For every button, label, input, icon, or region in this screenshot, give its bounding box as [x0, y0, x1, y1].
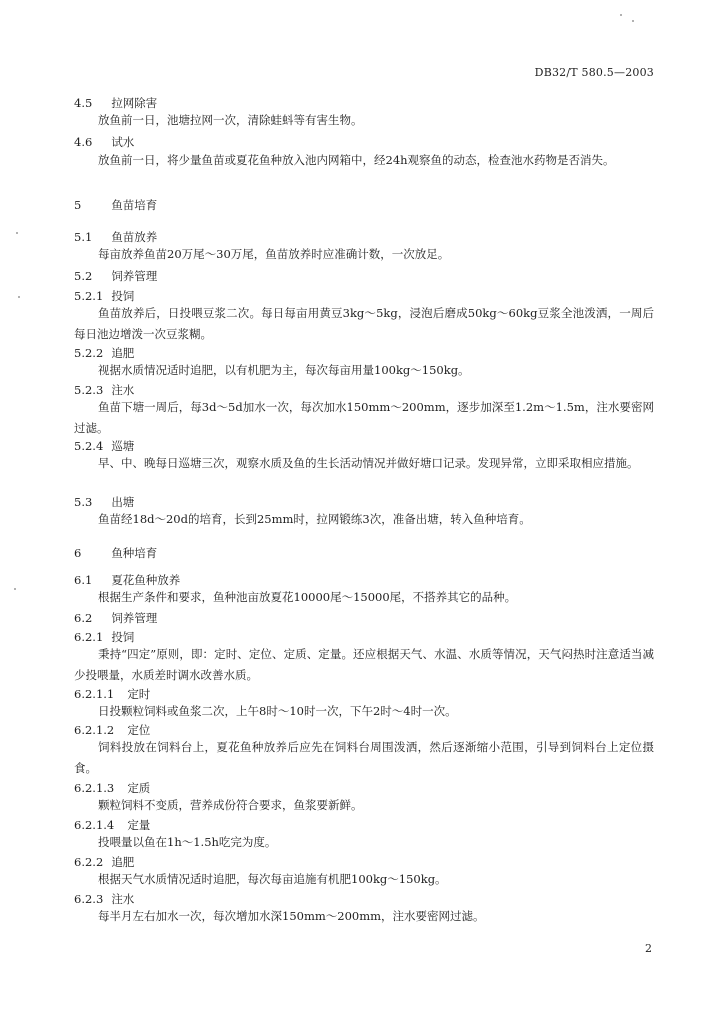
section-heading-4-6 — [74, 134, 654, 150]
section-number: 6 — [74, 546, 82, 560]
section-heading-5-2-1 — [74, 288, 654, 304]
section-heading-5-1 — [74, 229, 654, 245]
section-title: 追肥 — [111, 855, 135, 869]
section-title: 定质 — [127, 781, 151, 795]
section-heading-6-2-1-2 — [74, 722, 654, 738]
scan-speck — [14, 588, 16, 590]
section-number: 6.2.1.4 — [74, 818, 115, 832]
section-number: 5.2.4 — [74, 439, 104, 453]
section-number: 6.2.1.3 — [74, 781, 115, 795]
section-heading-6-2-1-4 — [74, 817, 654, 833]
section-title: 投饲 — [111, 289, 135, 303]
section-heading-6-2-3 — [74, 891, 654, 907]
paragraph: 日投颗粒饲料或鱼浆二次，上午8时～10时一次，下午2时～4时一次。 — [98, 704, 457, 718]
section-number: 4.5 — [74, 96, 93, 110]
section-title: 投饲 — [111, 630, 135, 644]
section-heading-5-2-4 — [74, 438, 654, 454]
section-title: 饲养管理 — [111, 611, 158, 625]
section-heading-5 — [74, 197, 654, 213]
section-title: 饲养管理 — [111, 269, 158, 283]
paragraph: 每亩放养鱼苗20万尾～30万尾，鱼苗放养时应准确计数，一次放足。 — [98, 247, 450, 261]
section-heading-6-2-1-3 — [74, 780, 654, 796]
paragraph: 放鱼前一日，池塘拉网一次，清除蛙蚪等有害生物。 — [98, 113, 363, 127]
section-number: 5.2 — [74, 269, 93, 283]
section-heading-5-2 — [74, 268, 654, 284]
paragraph: 鱼苗放养后，日投喂豆浆二次。每日每亩用黄豆3kg～5kg，浸泡后磨成50kg～60kg豆浆全池泼洒，一周后每日池边增泼一次豆浆糊。 — [74, 306, 654, 341]
section-number: 4.6 — [74, 135, 93, 149]
section-heading-4-5 — [74, 95, 654, 111]
paragraph: 早、中、晚每日巡塘三次，观察水质及鱼的生长活动情况并做好塘口记录。发现异常，立即采取相应措施。 — [98, 456, 639, 470]
scan-speck — [632, 20, 634, 22]
section-title: 鱼苗培育 — [111, 198, 158, 212]
section-title: 追肥 — [111, 346, 135, 360]
section-heading-5-3 — [74, 494, 654, 510]
paragraph: 饲料投放在饲料台上，夏花鱼种放养后应先在饲料台周围泼洒，然后逐渐缩小范围，引导到饲料台上定位摄食。 — [74, 740, 654, 775]
section-number: 5.2.3 — [74, 383, 104, 397]
section-number: 6.2.3 — [74, 892, 104, 906]
section-title: 巡塘 — [111, 439, 135, 453]
section-title: 定量 — [127, 818, 151, 832]
paragraph: 根据生产条件和要求，鱼种池亩放夏花10000尾～15000尾，不搭养其它的品种。 — [98, 590, 517, 604]
paragraph: 鱼苗经18d～20d的培育，长到25mm时，拉网锻练3次，准备出塘，转入鱼种培育。 — [98, 512, 531, 526]
document-id: DB32/T 580.5—2003 — [534, 66, 654, 79]
paragraph: 根据天气水质情况适时追肥，每次每亩追施有机肥100kg～150kg。 — [98, 872, 447, 886]
section-number: 5.1 — [74, 230, 93, 244]
scan-speck — [620, 14, 622, 16]
section-heading-5-2-3 — [74, 382, 654, 398]
section-number: 5.2.1 — [74, 289, 104, 303]
section-heading-6-2 — [74, 610, 654, 626]
paragraph: 放鱼前一日，将少量鱼苗或夏花鱼种放入池内网箱中，经24h观察鱼的动态，检查池水药物是否消失。 — [98, 153, 615, 167]
section-heading-6-2-1-1 — [74, 686, 654, 702]
section-title: 出塘 — [111, 495, 135, 509]
paragraph: 秉持“四定”原则，即：定时、定位、定质、定量。还应根据天气、水温、水质等情况，天气闷热时注意适当减少投喂量，水质差时调水改善水质。 — [74, 647, 654, 682]
section-number: 6.2.1 — [74, 630, 104, 644]
paragraph: 投喂量以鱼在1h～1.5h吃完为度。 — [98, 835, 277, 849]
section-heading-5-2-2 — [74, 345, 654, 361]
section-number: 6.1 — [74, 573, 93, 587]
paragraph: 视据水质情况适时追肥，以有机肥为主，每次每亩用量100kg～150kg。 — [98, 363, 470, 377]
section-title: 注水 — [111, 892, 135, 906]
scan-speck — [16, 232, 18, 234]
section-number: 5.2.2 — [74, 346, 104, 360]
section-number: 5 — [74, 198, 82, 212]
section-number: 6.2.1.2 — [74, 723, 115, 737]
section-number: 5.3 — [74, 495, 93, 509]
section-title: 定位 — [127, 723, 151, 737]
section-title: 鱼苗放养 — [111, 230, 158, 244]
section-title: 夏花鱼种放养 — [111, 573, 181, 587]
section-heading-6 — [74, 545, 654, 561]
section-title: 试水 — [111, 135, 135, 149]
section-number: 6.2.1.1 — [74, 687, 115, 701]
paragraph: 颗粒饲料不变质，营养成份符合要求，鱼浆要新鲜。 — [98, 798, 363, 812]
page-number: 2 — [645, 942, 652, 955]
paragraph: 每半月左右加水一次，每次增加水深150mm～200mm，注水要密网过滤。 — [98, 909, 485, 923]
section-heading-6-1 — [74, 572, 654, 588]
section-heading-6-2-2 — [74, 854, 654, 870]
scan-speck — [18, 296, 20, 298]
section-number: 6.2 — [74, 611, 93, 625]
section-title: 拉网除害 — [111, 96, 158, 110]
section-title: 鱼种培育 — [111, 546, 158, 560]
section-title: 定时 — [127, 687, 151, 701]
paragraph: 鱼苗下塘一周后，每3d～5d加水一次，每次加水150mm～200mm，逐步加深至1.2m～1.5m，注水要密网过滤。 — [74, 400, 654, 435]
section-number: 6.2.2 — [74, 855, 104, 869]
section-heading-6-2-1 — [74, 629, 654, 645]
section-title: 注水 — [111, 383, 135, 397]
